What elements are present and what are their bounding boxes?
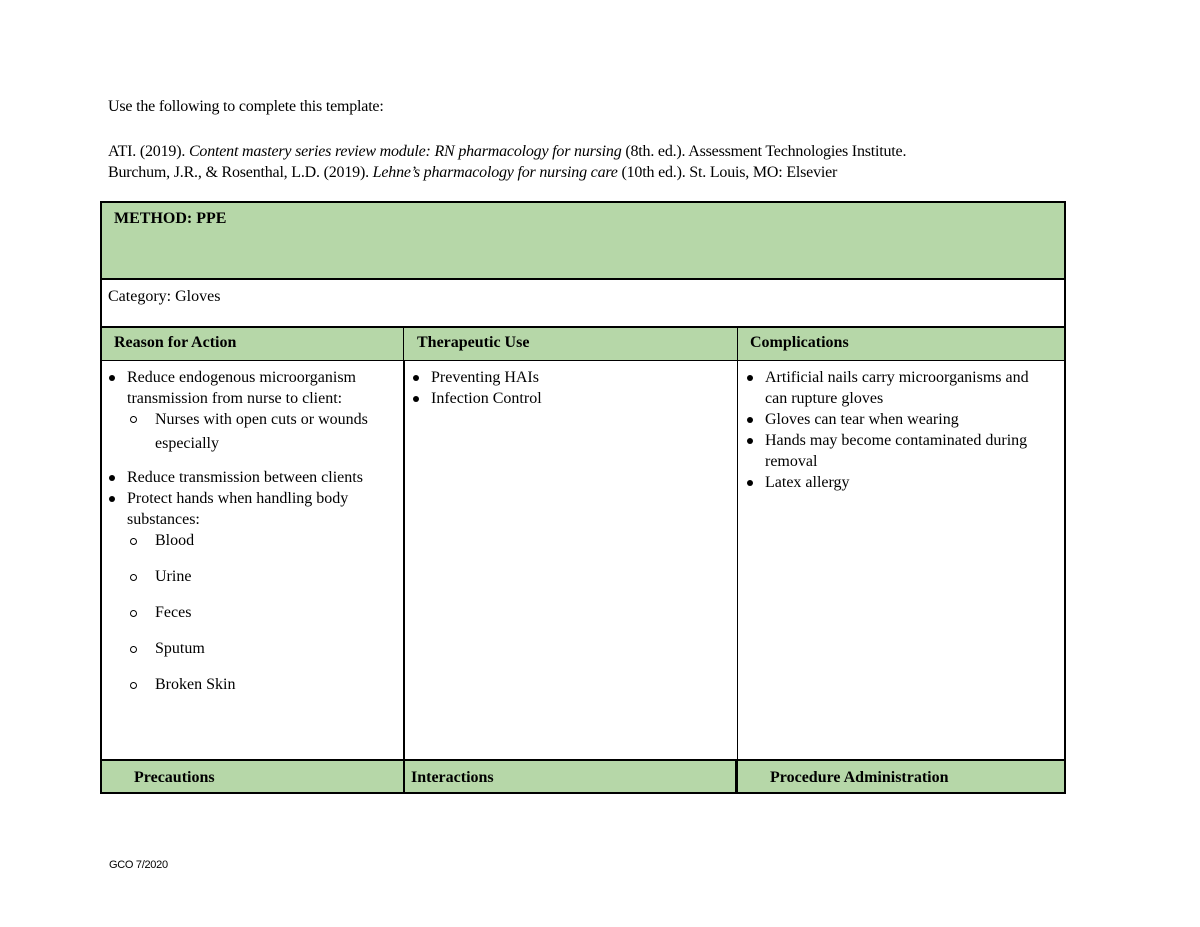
list-item-text: Preventing HAIs bbox=[431, 369, 539, 386]
list-item-text: Latex allergy bbox=[765, 474, 850, 491]
list-item bbox=[101, 488, 399, 695]
sub-list-item bbox=[101, 408, 399, 456]
reference-ati bbox=[108, 141, 906, 162]
list-item-text: Reduce endogenous microorganism transmission from nurse to client: bbox=[127, 369, 356, 407]
precautions-label: Precautions bbox=[134, 769, 215, 786]
therapeutic-header-label: Therapeutic Use bbox=[417, 334, 530, 351]
list-item-text: Gloves can tear when wearing bbox=[765, 411, 959, 428]
sub-list bbox=[127, 408, 399, 456]
list-item-text: Protect hands when handling body substances: bbox=[127, 490, 349, 528]
complications-list bbox=[739, 367, 1051, 493]
ppe-template-table bbox=[100, 201, 1066, 794]
list-item-text: Hands may become contaminated during removal bbox=[765, 432, 1028, 470]
interactions-header bbox=[403, 759, 737, 794]
list-item bbox=[739, 367, 1051, 409]
complications-cell bbox=[737, 360, 1066, 759]
list-item bbox=[101, 367, 399, 456]
reference-author: ATI. (2019). bbox=[108, 143, 189, 160]
sub-list bbox=[101, 530, 399, 695]
sub-list-item bbox=[101, 674, 399, 695]
list-item bbox=[405, 388, 730, 409]
method-title: METHOD: PPE bbox=[114, 210, 227, 227]
sub-list-item-text: Nurses with open cuts or wounds especially bbox=[155, 411, 368, 452]
reference-title: Lehne’s pharmacology for nursing care bbox=[372, 164, 618, 181]
list-item bbox=[739, 430, 1051, 472]
list-item bbox=[101, 467, 399, 488]
therapeutic-use-header bbox=[403, 326, 737, 360]
reference-burchum bbox=[108, 162, 906, 183]
reason-for-action-cell bbox=[100, 360, 403, 759]
sub-list-item-text: Feces bbox=[155, 604, 192, 621]
sub-list-item bbox=[101, 638, 399, 659]
references bbox=[108, 141, 906, 183]
reference-author: Burchum, J.R., & Rosenthal, L.D. (2019). bbox=[108, 164, 373, 181]
category-cell bbox=[100, 278, 1066, 326]
instructions-text: Use the following to complete this template: bbox=[108, 98, 384, 115]
reference-title: Content mastery series review module: RN pharmacology for nursing bbox=[188, 143, 622, 160]
reason-for-action-header bbox=[100, 326, 403, 360]
reference-publisher: (10th ed.). St. Louis, MO: Elsevier bbox=[617, 164, 838, 181]
list-item bbox=[739, 409, 1051, 430]
complications-header-label: Complications bbox=[750, 334, 849, 351]
therapeutic-list bbox=[405, 367, 730, 409]
reason-header-label: Reason for Action bbox=[114, 334, 237, 351]
list-item-text: Reduce transmission between clients bbox=[127, 469, 363, 486]
sub-list-item-text: Sputum bbox=[155, 640, 205, 657]
sub-list-item-text: Blood bbox=[155, 532, 195, 549]
list-item bbox=[739, 472, 1051, 493]
therapeutic-use-cell bbox=[403, 360, 737, 759]
category-label: Category: Gloves bbox=[108, 288, 221, 305]
reason-list bbox=[101, 367, 399, 695]
reference-publisher: (8th. ed.). Assessment Technologies Institute. bbox=[621, 143, 907, 160]
method-header-cell bbox=[100, 201, 1066, 278]
procedure-administration-label: Procedure Administration bbox=[770, 769, 949, 786]
sub-list-item bbox=[101, 566, 399, 587]
sub-list-item bbox=[101, 530, 399, 551]
procedure-administration-header bbox=[737, 759, 1066, 794]
precautions-header bbox=[100, 759, 403, 794]
footer-version-note: GCO 7/2020 bbox=[109, 859, 168, 871]
complications-header bbox=[737, 326, 1066, 360]
list-item-text: Infection Control bbox=[431, 390, 542, 407]
interactions-label: Interactions bbox=[411, 769, 494, 786]
list-item-text: Artificial nails carry microorganisms and can rupture gloves bbox=[765, 369, 1029, 407]
sub-list-item-text: Urine bbox=[155, 568, 192, 585]
sub-list-item bbox=[101, 602, 399, 623]
list-item bbox=[405, 367, 730, 388]
sub-list-item-text: Broken Skin bbox=[155, 676, 236, 693]
